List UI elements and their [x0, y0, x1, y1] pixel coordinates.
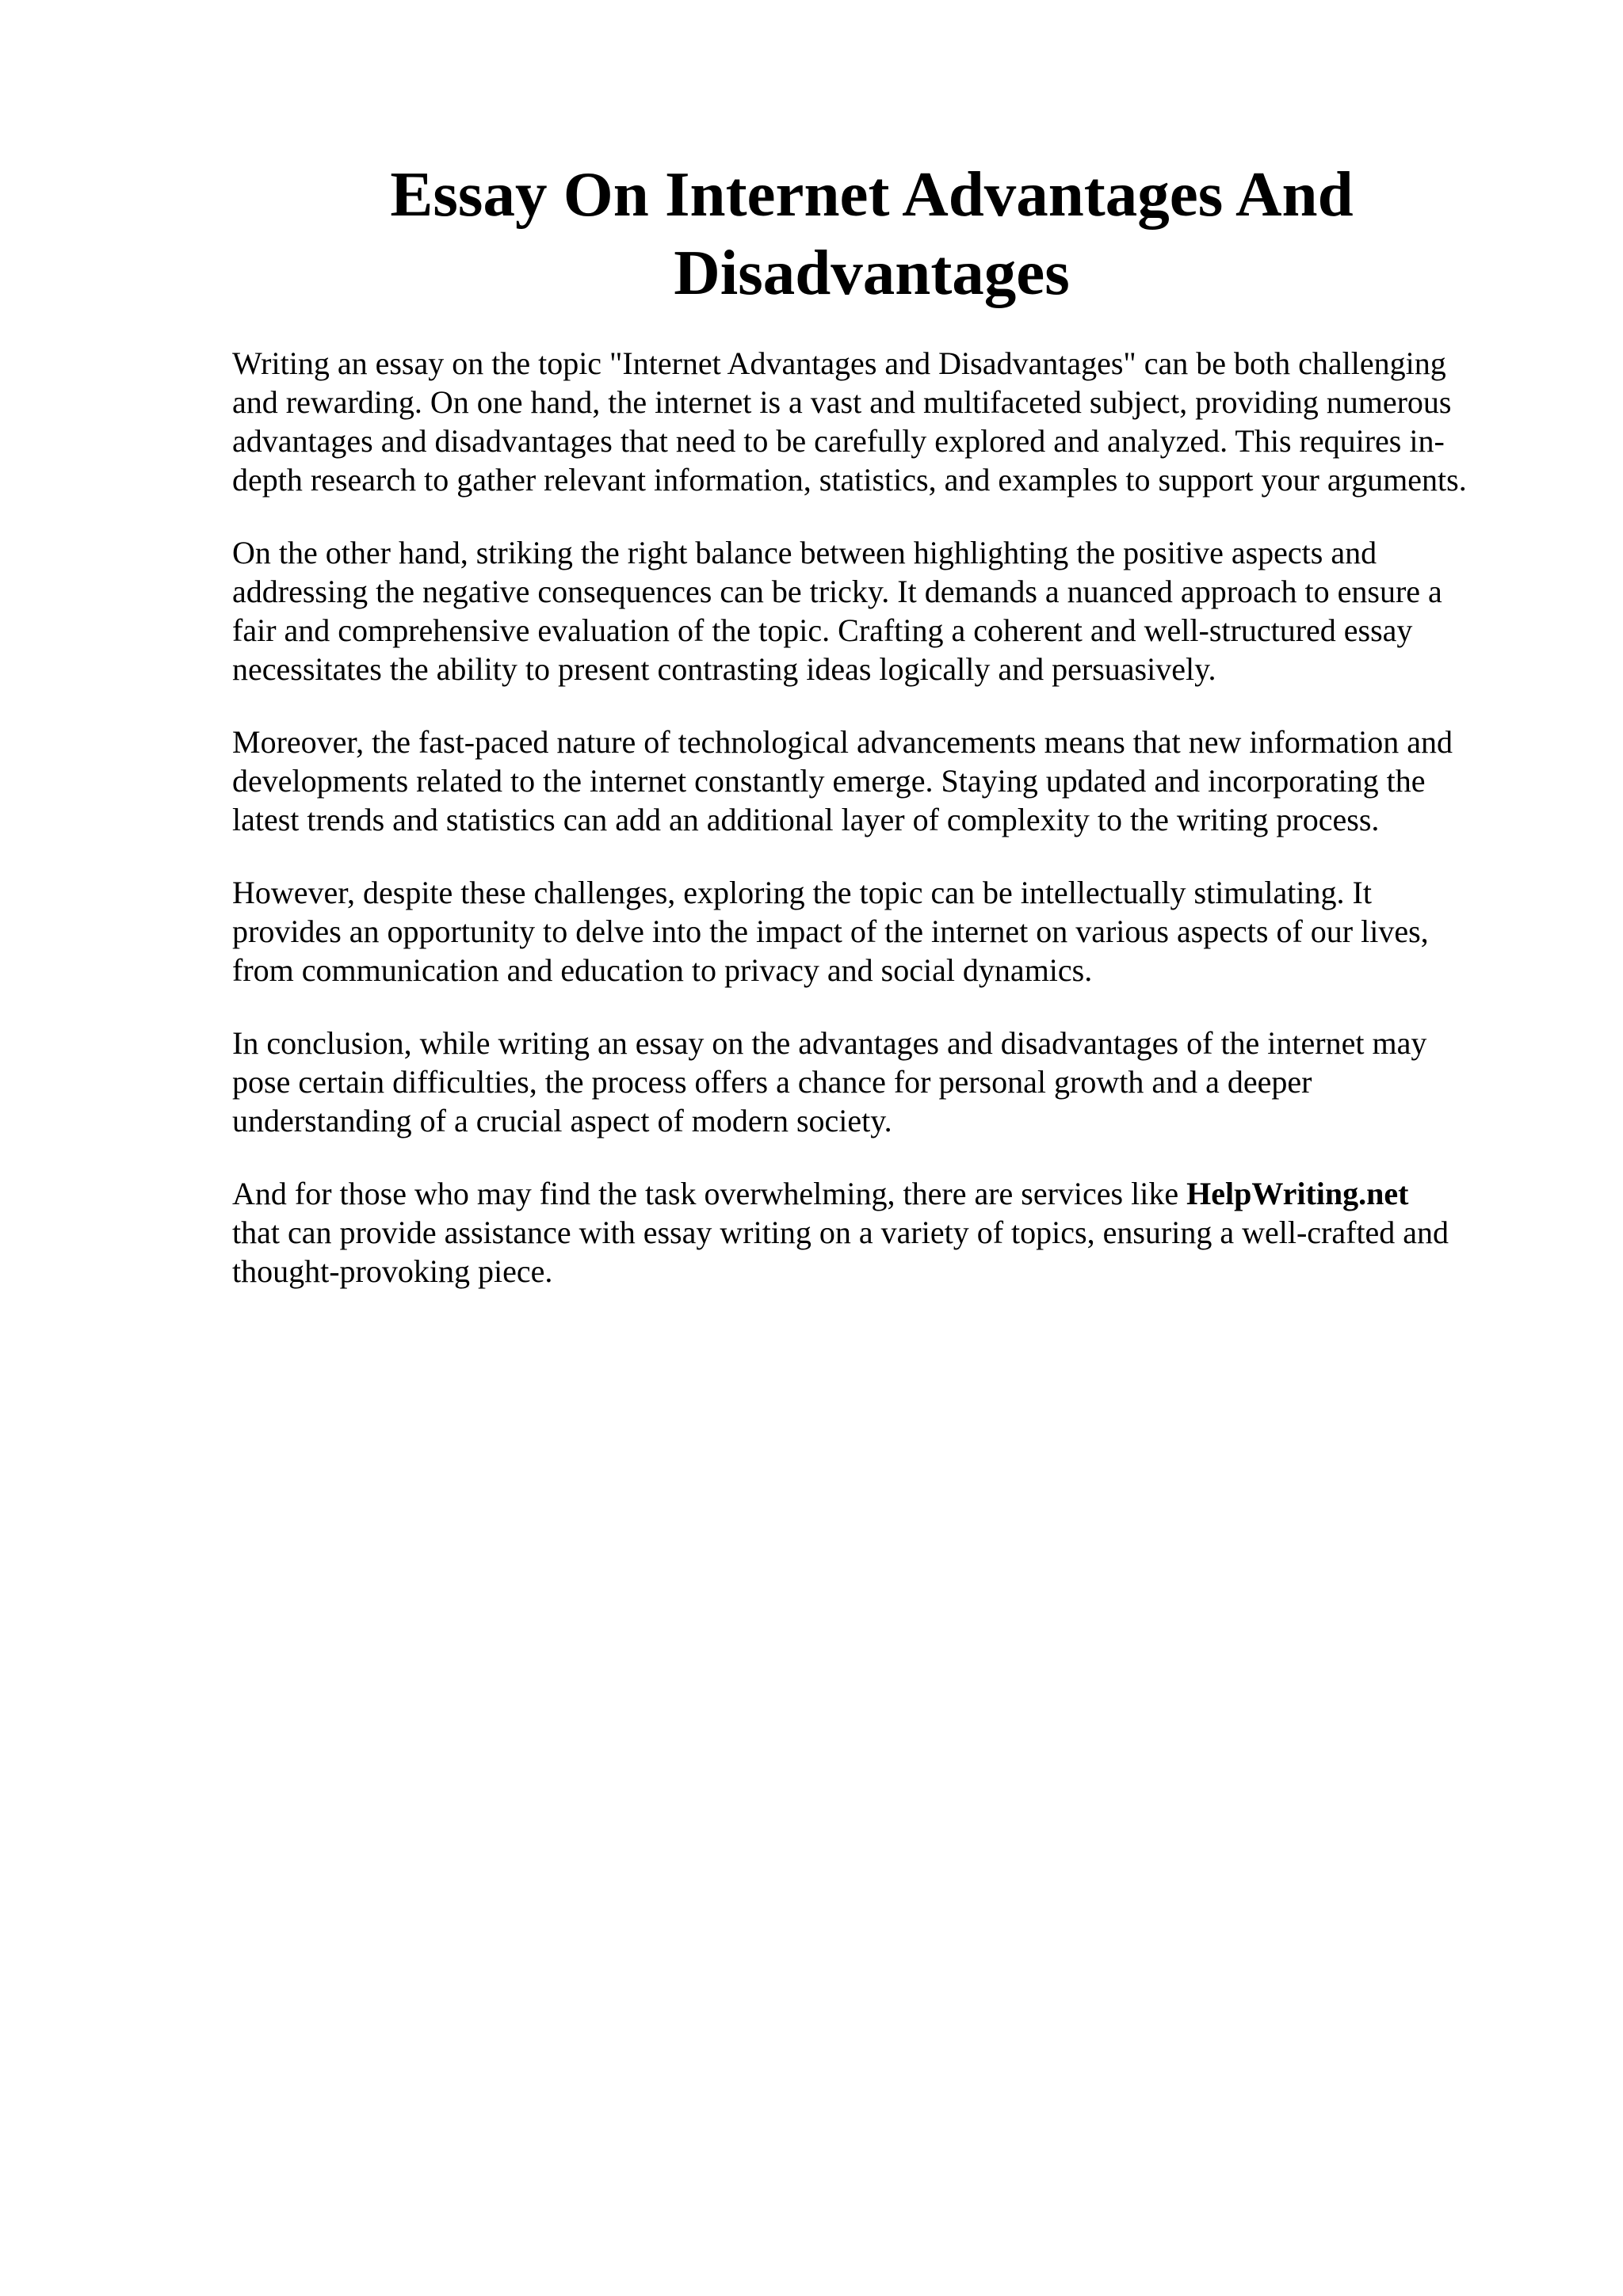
closing-text: And for those who may find the task overwhelming, there are services like: [232, 1176, 1179, 1211]
text-line: Writing an essay on the topic "Internet Advantages and Disadvantages" can be both challenging: [232, 345, 1446, 381]
text-line: Moreover, the fast-paced nature of technological advancements means that new information and: [232, 724, 1453, 760]
essay-body: [232, 344, 1540, 1325]
text-line: necessitates the ability to present contrasting ideas logically and persuasively.: [232, 651, 1216, 687]
paragraph-2: [232, 533, 1540, 688]
text-line: depth research to gather relevant information, statistics, and examples to support your arguments.: [232, 462, 1467, 498]
paragraph-4: [232, 873, 1540, 990]
text-line: and rewarding. On one hand, the internet is a vast and multifaceted subject, providing numerous: [232, 384, 1452, 420]
text-line: developments related to the internet constantly emerge. Staying updated and incorporating the: [232, 763, 1426, 799]
text-line: pose certain difficulties, the process offers a chance for personal growth and a deeper: [232, 1064, 1312, 1100]
title-line-1: Essay On Internet Advantages And: [390, 158, 1354, 230]
paragraph-3: [232, 723, 1540, 839]
text-line: advantages and disadvantages that need to be carefully explored and analyzed. This requires in-: [232, 423, 1445, 459]
closing-paragraph: [232, 1174, 1540, 1291]
text-line: from communication and education to privacy and social dynamics.: [232, 952, 1093, 988]
text-line: On the other hand, striking the right balance between highlighting the positive aspects and: [232, 535, 1377, 570]
text-line: thought-provoking piece.: [232, 1253, 553, 1289]
text-line: understanding of a crucial aspect of modern society.: [232, 1103, 892, 1138]
paragraph-5: [232, 1024, 1540, 1140]
page-title: [230, 155, 1514, 312]
text-line: latest trends and statistics can add an additional layer of complexity to the writing process.: [232, 802, 1380, 837]
text-line: In conclusion, while writing an essay on the advantages and disadvantages of the internet may: [232, 1025, 1427, 1061]
title-line-2: Disadvantages: [674, 237, 1070, 308]
text-line: addressing the negative consequences can be tricky. It demands a nuanced approach to ensure a: [232, 574, 1442, 609]
text-line: However, despite these challenges, exploring the topic can be intellectually stimulating. It: [232, 875, 1372, 910]
paragraph-1: [232, 344, 1540, 499]
closing-line-1: [232, 1174, 1540, 1213]
helpwriting-brand-link[interactable]: HelpWriting.net: [1186, 1176, 1409, 1211]
text-line: provides an opportunity to delve into the impact of the internet on various aspects of our lives,: [232, 913, 1429, 949]
text-line: fair and comprehensive evaluation of the topic. Crafting a coherent and well-structured essay: [232, 612, 1413, 648]
text-line: that can provide assistance with essay writing on a variety of topics, ensuring a well-crafted and: [232, 1215, 1449, 1250]
